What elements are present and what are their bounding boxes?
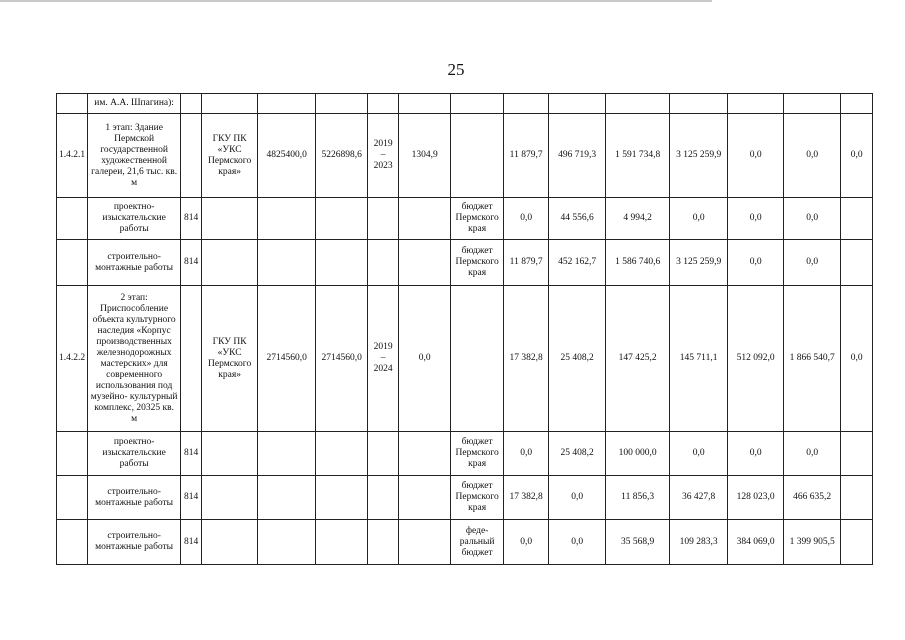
page-number: 25 [447,60,465,79]
year3-amount-cell: 147 425,2 [606,286,670,432]
year6-amount-cell [784,94,841,114]
estimated-cost-cell [258,476,316,520]
executor-cell: ГКУ ПК «УКС Пермского края» [202,286,258,432]
row-name-cell: 2 этап: Приспособление объекта культурного наследия «Корпус производственных железнодорожных мастерских» для современного использования под музейно- культурный комплекс, 20325 кв. м [88,286,181,432]
year3-amount-cell: 4 994,2 [606,198,670,240]
year7-amount-cell [841,432,873,476]
year3-amount-cell: 100 000,0 [606,432,670,476]
row-id-cell: 1.4.2.1 [57,114,88,198]
table-row [57,94,873,114]
table-row [57,476,873,520]
period-cell: 2019 – 2024 [368,286,399,432]
budget-code-cell: 814 [181,198,202,240]
funding-source-cell: бюджет Пермского края [451,432,504,476]
year3-amount-cell: 1 591 734,8 [606,114,670,198]
funding-source-cell: бюджет Пермского края [451,198,504,240]
year1-amount-cell: 0,0 [504,520,549,565]
year3-amount-cell: 1 586 740,6 [606,240,670,286]
year6-amount-cell: 1 866 540,7 [784,286,841,432]
year4-amount-cell: 109 283,3 [670,520,728,565]
budget-code-cell [181,286,202,432]
year5-amount-cell [728,94,784,114]
year2-amount-cell: 25 408,2 [549,432,606,476]
period-cell [368,240,399,286]
year5-amount-cell: 512 092,0 [728,286,784,432]
year4-amount-cell: 3 125 259,9 [670,114,728,198]
executor-cell [202,432,258,476]
table-row [57,520,873,565]
year4-amount-cell: 3 125 259,9 [670,240,728,286]
row-id-cell [57,432,88,476]
estimated-cost-cell: 4825400,0 [258,114,316,198]
row-id-cell: 1.4.2.2 [57,286,88,432]
executor-cell [202,520,258,565]
row-name-cell: проектно- изыскательские работы [88,432,181,476]
contract-cost-cell [316,198,368,240]
value-cell [399,520,451,565]
year6-amount-cell: 466 635,2 [784,476,841,520]
year2-amount-cell: 25 408,2 [549,286,606,432]
year4-amount-cell: 145 711,1 [670,286,728,432]
year7-amount-cell [841,240,873,286]
year7-amount-cell [841,94,873,114]
year2-amount-cell: 496 719,3 [549,114,606,198]
year3-amount-cell: 11 856,3 [606,476,670,520]
budget-code-cell: 814 [181,520,202,565]
year5-amount-cell: 0,0 [728,114,784,198]
row-name-cell: проектно- изыскательские работы [88,198,181,240]
contract-cost-cell: 2714560,0 [316,286,368,432]
budget-table [56,93,873,565]
year7-amount-cell [841,476,873,520]
contract-cost-cell [316,520,368,565]
year1-amount-cell: 17 382,8 [504,476,549,520]
year2-amount-cell: 0,0 [549,520,606,565]
estimated-cost-cell [258,432,316,476]
year7-amount-cell [841,198,873,240]
contract-cost-cell [316,432,368,476]
year3-amount-cell [606,94,670,114]
year2-amount-cell [549,94,606,114]
row-name-cell: строительно- монтажные работы [88,520,181,565]
value-cell: 0,0 [399,286,451,432]
year1-amount-cell: 11 879,7 [504,114,549,198]
row-id-cell [57,240,88,286]
budget-code-cell: 814 [181,432,202,476]
year6-amount-cell: 1 399 905,5 [784,520,841,565]
value-cell: 1304,9 [399,114,451,198]
year1-amount-cell: 17 382,8 [504,286,549,432]
year3-amount-cell: 35 568,9 [606,520,670,565]
funding-source-cell [451,286,504,432]
row-name-cell: строительно- монтажные работы [88,240,181,286]
funding-source-cell [451,94,504,114]
period-cell [368,198,399,240]
table-row [57,286,873,432]
row-name-cell: строительно- монтажные работы [88,476,181,520]
executor-cell [202,476,258,520]
year2-amount-cell: 452 162,7 [549,240,606,286]
row-id-cell [57,94,88,114]
table-row [57,198,873,240]
funding-source-cell: феде- ральный бюджет [451,520,504,565]
value-cell [399,198,451,240]
contract-cost-cell [316,476,368,520]
year1-amount-cell: 11 879,7 [504,240,549,286]
value-cell [399,94,451,114]
year5-amount-cell: 384 069,0 [728,520,784,565]
table-row [57,240,873,286]
row-id-cell [57,520,88,565]
budget-code-cell: 814 [181,240,202,286]
year6-amount-cell: 0,0 [784,240,841,286]
period-cell [368,94,399,114]
year4-amount-cell [670,94,728,114]
budget-code-cell [181,114,202,198]
period-cell [368,432,399,476]
budget-code-cell [181,94,202,114]
estimated-cost-cell [258,94,316,114]
table-row [57,432,873,476]
year4-amount-cell: 36 427,8 [670,476,728,520]
year6-amount-cell: 0,0 [784,198,841,240]
year2-amount-cell: 44 556,6 [549,198,606,240]
funding-source-cell [451,114,504,198]
estimated-cost-cell [258,240,316,286]
row-name-cell: 1 этап: Здание Пермской государственной художественной галереи, 21,6 тыс. кв. м [88,114,181,198]
year5-amount-cell: 0,0 [728,198,784,240]
row-name-cell: им. А.А. Шпагина): [88,94,181,114]
year4-amount-cell: 0,0 [670,198,728,240]
year4-amount-cell: 0,0 [670,432,728,476]
year1-amount-cell: 0,0 [504,198,549,240]
budget-code-cell: 814 [181,476,202,520]
period-cell: 2019 – 2023 [368,114,399,198]
executor-cell [202,240,258,286]
contract-cost-cell [316,240,368,286]
executor-cell [202,94,258,114]
period-cell [368,476,399,520]
year1-amount-cell: 0,0 [504,432,549,476]
row-id-cell [57,198,88,240]
executor-cell [202,198,258,240]
estimated-cost-cell: 2714560,0 [258,286,316,432]
funding-source-cell: бюджет Пермского края [451,476,504,520]
period-cell [368,520,399,565]
funding-source-cell: бюджет Пермского края [451,240,504,286]
year5-amount-cell: 128 023,0 [728,476,784,520]
row-id-cell [57,476,88,520]
estimated-cost-cell [258,520,316,565]
year7-amount-cell: 0,0 [841,114,873,198]
year6-amount-cell: 0,0 [784,432,841,476]
year6-amount-cell: 0,0 [784,114,841,198]
year1-amount-cell [504,94,549,114]
value-cell [399,240,451,286]
year7-amount-cell [841,520,873,565]
contract-cost-cell [316,94,368,114]
contract-cost-cell: 5226898,6 [316,114,368,198]
estimated-cost-cell [258,198,316,240]
table-row [57,114,873,198]
year2-amount-cell: 0,0 [549,476,606,520]
year5-amount-cell: 0,0 [728,432,784,476]
year5-amount-cell: 0,0 [728,240,784,286]
value-cell [399,432,451,476]
value-cell [399,476,451,520]
scan-top-rule [0,0,712,2]
year7-amount-cell: 0,0 [841,286,873,432]
executor-cell: ГКУ ПК «УКС Пермского края» [202,114,258,198]
